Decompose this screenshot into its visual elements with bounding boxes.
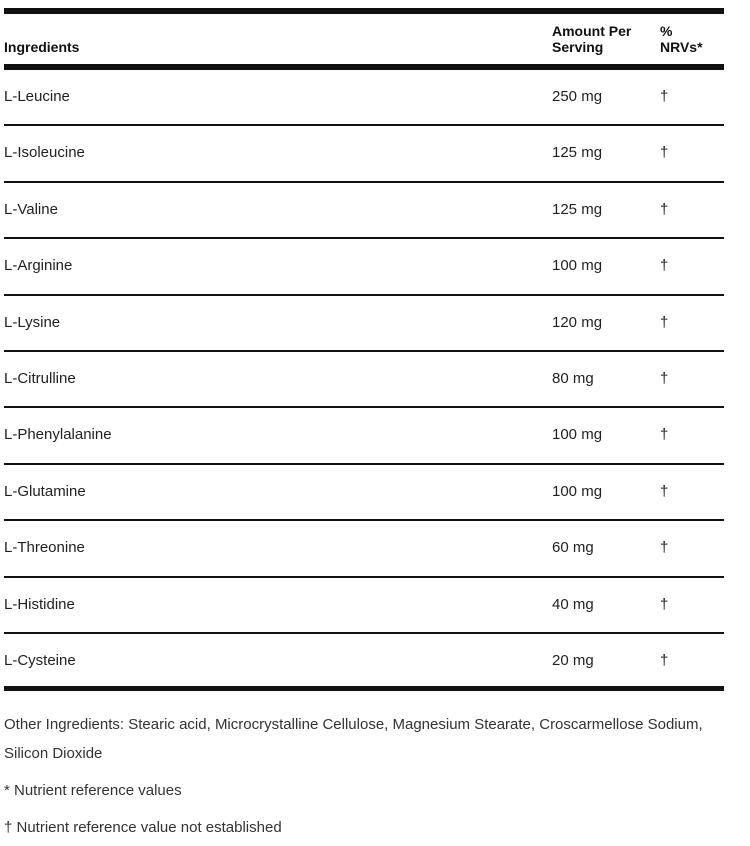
- table-header: [4, 14, 724, 64]
- header-ingredients: Ingredients: [4, 39, 80, 55]
- table-row: [4, 578, 724, 634]
- ingredient-name: L-Isoleucine: [4, 144, 85, 162]
- ingredient-nrv: †: [660, 482, 669, 500]
- ingredient-nrv: †: [660, 595, 669, 613]
- ingredient-name: L-Cysteine: [4, 651, 76, 669]
- table-row: [4, 465, 724, 521]
- ingredient-name: L-Histidine: [4, 595, 75, 613]
- ingredient-amount: 125 mg: [552, 200, 603, 218]
- ingredient-nrv: †: [660, 144, 669, 162]
- ingredient-name: L-Threonine: [4, 539, 85, 557]
- ingredient-nrv: †: [660, 257, 669, 275]
- ingredient-amount: 100 mg: [552, 482, 603, 500]
- table-row: [4, 521, 724, 577]
- ingredient-nrv: †: [660, 313, 669, 331]
- table-row: [4, 239, 724, 295]
- ingredient-name: L-Phenylalanine: [4, 426, 112, 444]
- ingredient-amount: 60 mg: [552, 539, 594, 557]
- ingredient-amount: 100 mg: [552, 257, 603, 275]
- table-row: [4, 352, 724, 408]
- table-body: [4, 70, 724, 690]
- ingredient-name: L-Arginine: [4, 257, 73, 275]
- ingredient-nrv: †: [660, 651, 669, 669]
- table-row: [4, 70, 724, 126]
- ingredient-name: L-Leucine: [4, 88, 70, 105]
- ingredient-amount: 100 mg: [552, 426, 603, 444]
- ingredient-amount: 120 mg: [552, 313, 603, 331]
- footnotes: [4, 710, 724, 842]
- nrv-footnote: * Nutrient reference values: [4, 782, 182, 799]
- table-row: [4, 183, 724, 239]
- ingredient-nrv: †: [660, 426, 669, 444]
- table-row: [4, 296, 724, 352]
- ingredient-nrv: †: [660, 369, 669, 387]
- ingredient-nrv: †: [660, 539, 669, 557]
- header-nrv: [660, 23, 720, 55]
- ingredient-name: L-Citrulline: [4, 369, 76, 387]
- ingredient-name: L-Glutamine: [4, 482, 86, 500]
- bottom-rule: [4, 686, 724, 691]
- header-amount-line1: Amount Per: [552, 23, 632, 39]
- dagger-footnote: † Nutrient reference value not established: [4, 819, 282, 836]
- header-nrv-line2: NRVs*: [660, 39, 703, 55]
- header-amount-line2: Serving: [552, 39, 604, 55]
- ingredient-amount: 20 mg: [552, 651, 594, 669]
- header-nrv-line1: %: [660, 23, 673, 39]
- ingredient-amount: 250 mg: [552, 88, 603, 105]
- other-ingredients: Other Ingredients: Stearic acid, Microcrystalline Cellulose, Magnesium Stearate, Croscarmellose Sodium, Silicon Dioxide: [4, 716, 703, 762]
- table-row: [4, 634, 724, 690]
- ingredient-name: L-Valine: [4, 200, 58, 218]
- table-row: [4, 126, 724, 182]
- ingredient-amount: 125 mg: [552, 144, 603, 162]
- ingredient-nrv: †: [660, 88, 669, 105]
- table-row: [4, 408, 724, 464]
- ingredient-nrv: †: [660, 200, 669, 218]
- ingredient-amount: 40 mg: [552, 595, 594, 613]
- ingredient-name: L-Lysine: [4, 313, 61, 331]
- ingredient-amount: 80 mg: [552, 369, 594, 387]
- header-amount-per-serving: [552, 23, 652, 55]
